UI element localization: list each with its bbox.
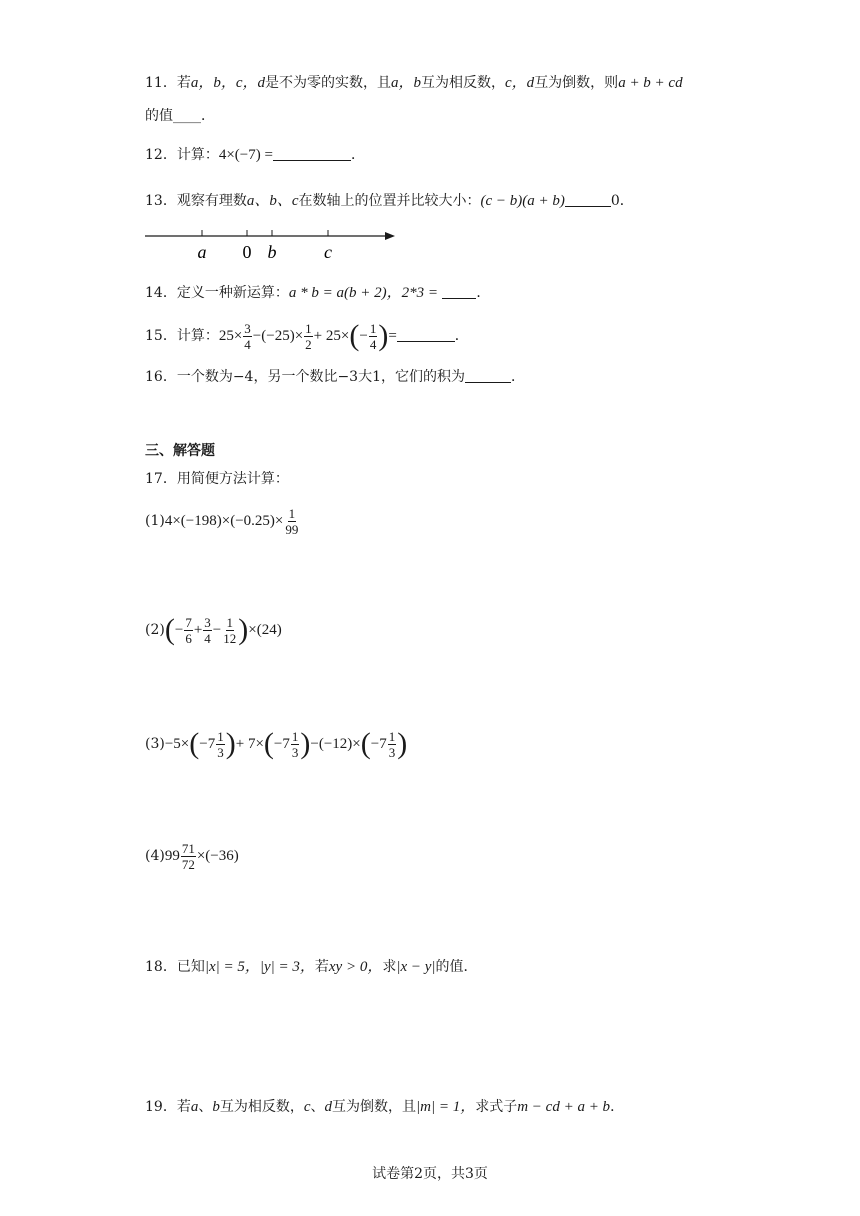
fraction: $\frac{3}{4}$ [244,320,251,352]
label-c: c [324,242,332,262]
answer-blank[interactable] [442,284,476,299]
fraction: $\frac{1}{99}$ [285,505,299,537]
fraction: $\frac{71}{72}$ [181,840,195,872]
label-a: a [197,242,207,262]
fraction: $\frac{1}{4}$ [369,320,377,352]
question-16: 16．一个数为−4，另一个数比−3大1，它们的积为 ． [145,369,525,385]
fraction: $\frac{1}{3}$ [217,728,224,760]
question-15: 15．计算：25× $\frac{3}{4}$ −(−25)× $\frac{1}{2}$ + 25×(− $\frac{1}{4}$ )= ． [145,319,469,352]
question-13: 13．观察有理数a、b、c在数轴上的位置并比较大小：(c − b)(a + b) 0． [145,193,634,209]
answer-blank[interactable] [465,368,511,383]
fraction: $\frac{3}{4}$ [204,614,211,646]
fraction: $\frac{7}{6}$ [185,614,192,646]
number-line-arrow [385,232,395,240]
section-heading: 三、解答题 [145,443,215,459]
question-17: 17．用简便方法计算： [145,471,289,487]
question-14: 14．定义一种新运算：a * b = a(b + 2)，2*3 = ． [145,285,491,301]
answer-blank[interactable] [273,146,351,161]
question-11: 11．若a，b，c，d是不为零的实数，且a，b互为相反数，c，d互为倒数，则a + b + cd [145,75,683,91]
question-17-part-2: (2)(− $\frac{7}{6}$ + $\frac{3}{4}$ − $\frac{1}{12}$ )×(24) [145,613,282,646]
number-line [145,222,405,262]
question-19: 19．若a、b互为相反数，c、d互为倒数，且|m| = 1，求式子m − cd + a + b． [145,1099,625,1115]
page-footer: 试卷第2页，共3页 [372,1166,488,1182]
question-12: 12．计算：4×(−7) = ． [145,147,365,163]
question-18: 18．已知|x| = 5，|y| = 3，若xy > 0，求|x − y|的值． [145,959,478,975]
fraction: $\frac{1}{3}$ [291,728,299,760]
question-11-line2: 的值____． [145,108,215,124]
answer-blank[interactable] [565,192,611,207]
answer-blank[interactable] [397,327,455,342]
label-b: b [267,242,277,262]
fraction: $\frac{1}{2}$ [305,320,312,352]
label-zero: 0 [242,242,252,262]
fraction: $\frac{1}{12}$ [223,614,237,646]
question-17-part-1: (1)4×(−198)×(−0.25)× $\frac{1}{99}$ [145,505,299,537]
fraction: $\frac{1}{3}$ [388,728,396,760]
question-17-part-3: (3)−5×(−7 $\frac{1}{3}$ )+ 7×(−7 $\frac{1}{3}$ )−(−12)×(−7 $\frac{1}{3}$ ) [145,727,408,760]
question-17-part-4: (4)99 $\frac{71}{72}$ ×(−36) [145,840,239,872]
